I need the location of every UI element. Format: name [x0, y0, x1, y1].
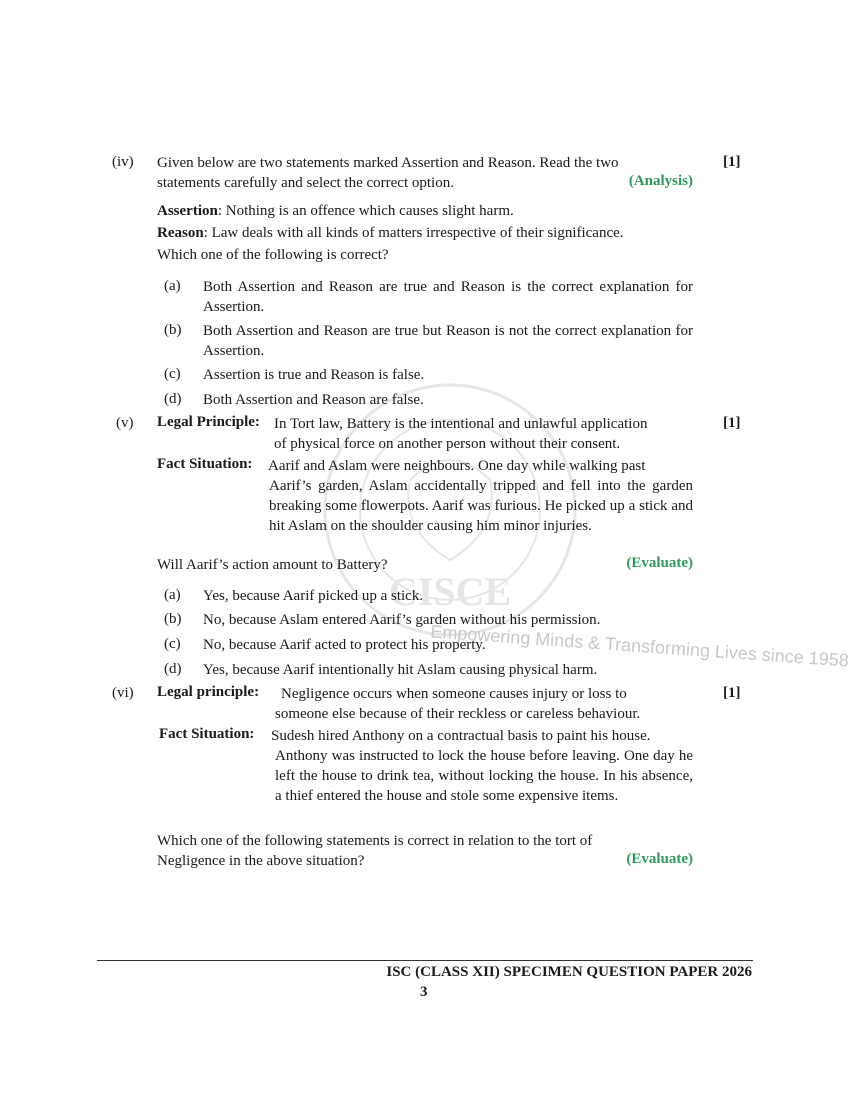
option-text: Assertion is true and Reason is false. — [203, 367, 425, 383]
reason-statement — [157, 223, 693, 243]
assertion-label: Assertion — [157, 203, 218, 219]
marks-v: [1] — [723, 415, 741, 431]
option-label: (d) — [164, 391, 182, 407]
fact-situation-label: Fact Situation: — [157, 456, 253, 472]
question-number-iv: (iv) — [112, 154, 134, 170]
question-v-prompt: Will Aarif’s action amount to Battery? — [157, 557, 388, 573]
footer-divider — [97, 960, 753, 961]
fact-situation-text: Anthony was instructed to lock the house before leaving. One day he left the house to drink tea, without locking the house. In his absence, a thief entered the house and stole some expensive items. — [275, 748, 693, 804]
option-text: Both Assertion and Reason are false. — [203, 392, 424, 408]
question-iv-intro-line1: Given below are two statements marked Assertion and Reason. Read the two — [157, 155, 619, 171]
fact-situation-text: Aarif’s garden, Aslam accidentally tripped and fell into the garden breaking some flowerpots. Aarif was furious. He picked up a stick and hit Aslam on the shoulder causing him minor injuries. — [269, 478, 693, 534]
assertion-text: : Nothing is an offence which causes slight harm. — [217, 203, 514, 219]
analysis-tag: (Analysis) — [628, 173, 693, 189]
option-label: (a) — [164, 278, 181, 294]
option-label: (a) — [164, 587, 181, 603]
footer-title: ISC (CLASS XII) SPECIMEN QUESTION PAPER 2026 — [386, 964, 752, 980]
legal-principle-line1: In Tort law, Battery is the intentional and unlawful application — [274, 416, 648, 432]
question-vi-prompt-line1: Which one of the following statements is correct in relation to the tort of — [157, 833, 593, 849]
option-text: Yes, because Aarif picked up a stick. — [203, 588, 424, 604]
watermark-brand: CISCE — [388, 569, 512, 614]
option-text: No, because Aarif acted to protect his property. — [203, 637, 486, 653]
legal-principle-label: Legal Principle: — [157, 414, 260, 430]
option-label: (d) — [164, 661, 182, 677]
option-text: Yes, because Aarif intentionally hit Aslam causing physical harm. — [203, 662, 598, 678]
question-number-v: (v) — [116, 415, 134, 431]
legal-principle-line2: of physical force on another person without their consent. — [274, 436, 621, 452]
watermark-tagline: Empowering Minds & Transforming Lives since 1958 — [429, 621, 850, 671]
legal-principle-label: Legal principle: — [157, 684, 260, 700]
reason-label: Reason — [157, 225, 204, 241]
legal-principle-line1: Negligence occurs when someone causes injury or loss to — [281, 686, 627, 702]
question-vi-prompt-line2: Negligence in the above situation? — [157, 853, 365, 869]
option-text: No, because Aslam entered Aarif’s garden without his permission. — [203, 612, 601, 628]
question-iv-prompt: Which one of the following is correct? — [157, 247, 389, 263]
reason-text: : Law deals with all kinds of matters irrespective of their significance. — [203, 225, 624, 241]
fact-situation-label: Fact Situation: — [159, 726, 255, 742]
page-number: 3 — [420, 984, 428, 1000]
option-text: Both Assertion and Reason are true but Reason is not the correct explanation for Assertion. — [203, 323, 693, 359]
option-label: (c) — [164, 636, 181, 652]
question-number-vi: (vi) — [112, 685, 134, 701]
option-label: (c) — [164, 366, 181, 382]
option-text: Both Assertion and Reason are true and Reason is the correct explanation for Assertion. — [203, 279, 693, 315]
evaluate-tag: (Evaluate) — [626, 555, 693, 571]
question-iv-intro-line2: statements carefully and select the correct option. — [157, 175, 454, 191]
legal-principle-line2: someone else because of their reckless or careless behaviour. — [275, 706, 641, 722]
fact-situation-first-line: Aarif and Aslam were neighbours. One day while walking past — [268, 458, 646, 474]
assertion-statement — [157, 201, 693, 221]
evaluate-tag: (Evaluate) — [626, 851, 693, 867]
option-label: (b) — [164, 322, 182, 338]
marks-vi: [1] — [723, 685, 741, 701]
marks-iv: [1] — [723, 154, 741, 170]
option-label: (b) — [164, 611, 182, 627]
fact-situation-first-line: Sudesh hired Anthony on a contractual basis to paint his house. — [271, 728, 651, 744]
